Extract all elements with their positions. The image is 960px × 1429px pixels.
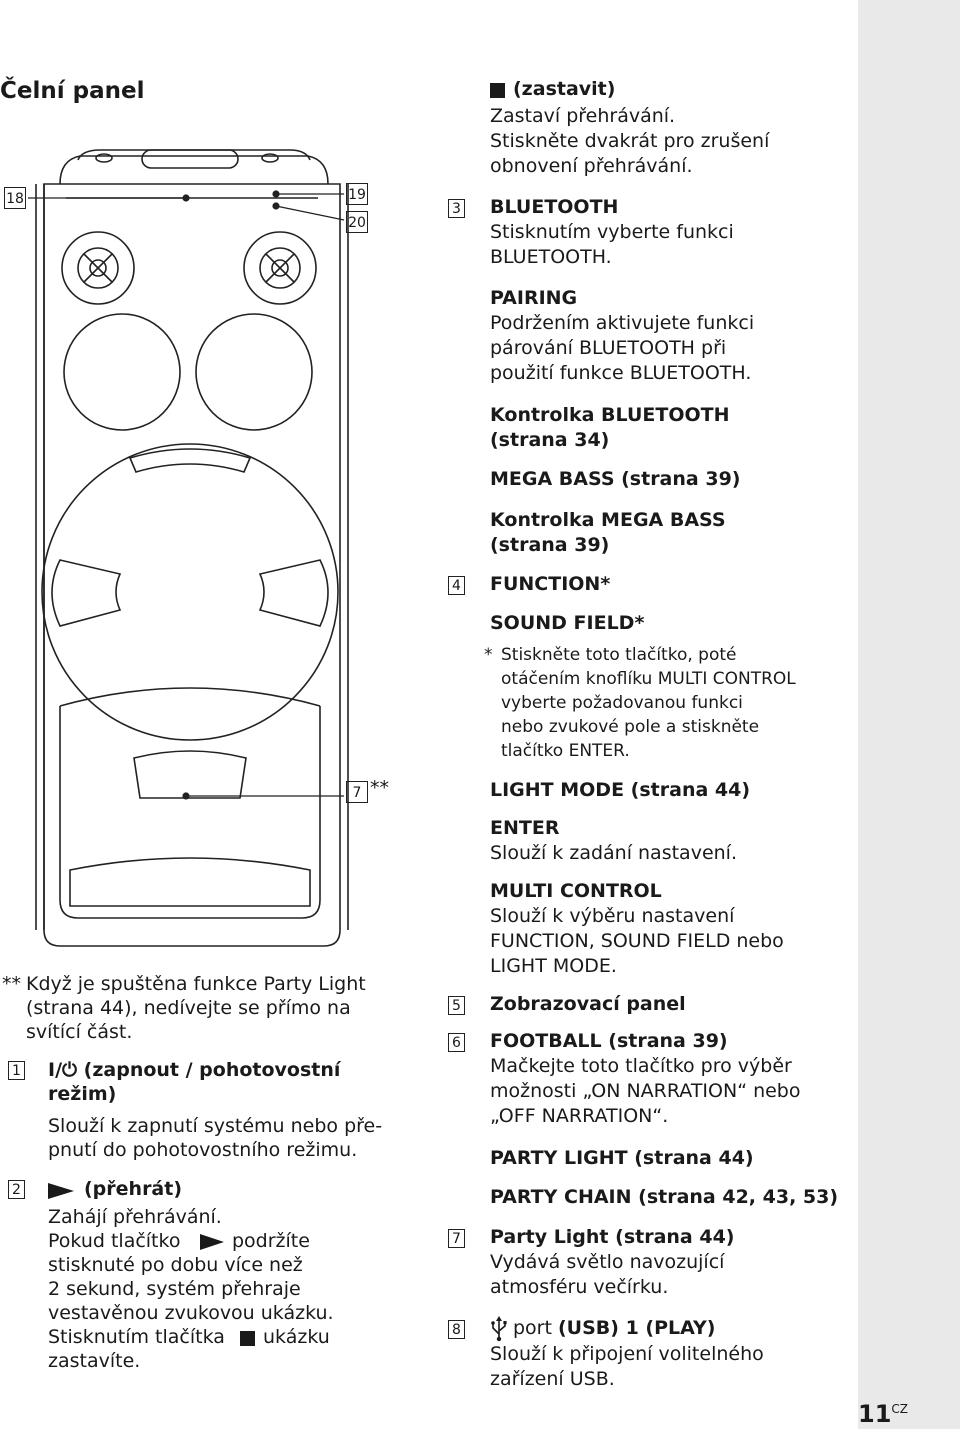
item-3-desc: BLUETOOTH.: [490, 246, 612, 268]
item-6-desc: možnosti „ON NARRATION“ nebo: [490, 1080, 801, 1102]
item-2-desc: vestavěnou zvukovou ukázku.: [48, 1302, 334, 1324]
bt-led: (strana 34): [490, 429, 610, 451]
item-3-number: 3: [448, 199, 465, 218]
callout-19: 19: [346, 183, 368, 205]
item-2-desc: zastavíte.: [48, 1350, 141, 1372]
footnote-mark: *: [484, 645, 493, 665]
footnote-line: Stiskněte toto tlačítko, poté: [501, 645, 737, 665]
page-number: [858, 1400, 908, 1428]
item-8-title: [513, 1316, 715, 1341]
item-3-title: BLUETOOTH: [490, 196, 619, 218]
usb-icon: [490, 1316, 508, 1342]
play-icon: [48, 1181, 74, 1201]
light-mode: LIGHT MODE (strana 44): [490, 779, 751, 801]
item-2-desc: Stisknutím tlačítka: [48, 1326, 225, 1348]
pairing-desc: párování BLUETOOTH při: [490, 337, 727, 359]
item-2-desc: Pokud tlačítko: [48, 1230, 181, 1252]
item-5-title: Zobrazovací panel: [490, 993, 686, 1015]
footnote-line: vyberte požadovanou funkci: [501, 693, 743, 713]
mega-led: (strana 39): [490, 534, 610, 556]
pairing-desc: Podržením aktivujete funkci: [490, 312, 755, 334]
item-3-desc: Stisknutím vyberte funkci: [490, 221, 734, 243]
item-2-desc: Zahájí přehrávání.: [48, 1206, 222, 1228]
stop-title: (zastavit): [513, 78, 616, 100]
callout-7: 7: [346, 781, 368, 803]
stop-icon: [490, 83, 505, 98]
item-2-desc: podržíte: [232, 1230, 310, 1252]
multi-desc: LIGHT MODE.: [490, 955, 617, 977]
item-1-title: I/⏻ (zapnout / pohotovostní: [48, 1059, 341, 1081]
footnote-line: tlačítko ENTER.: [501, 741, 630, 761]
item-6-desc: Mačkejte toto tlačítko pro výběr: [490, 1055, 792, 1077]
footnote-line: otáčením knoflíku MULTI CONTROL: [501, 669, 796, 689]
callout-7-mark: **: [370, 777, 389, 799]
party-light: PARTY LIGHT (strana 44): [490, 1147, 754, 1169]
side-tab: [858, 0, 960, 1429]
play-icon: [200, 1233, 224, 1251]
multi-title: MULTI CONTROL: [490, 880, 662, 902]
item-7-title: Party Light (strana 44): [490, 1226, 735, 1248]
page-suffix: CZ: [891, 1402, 909, 1416]
note-line: (strana 44), nedívejte se přímo na: [26, 997, 351, 1019]
item-1-title: režim): [48, 1083, 117, 1105]
callout-20: 20: [346, 211, 368, 233]
multi-desc: FUNCTION, SOUND FIELD nebo: [490, 930, 784, 952]
note-line: Když je spuštěna funkce Party Light: [26, 973, 366, 995]
item-4-number: 4: [448, 576, 465, 595]
stop-desc: obnovení přehrávání.: [490, 155, 693, 177]
mega-bass: MEGA BASS (strana 39): [490, 468, 741, 490]
item-7-desc: atmosféru večírku.: [490, 1276, 669, 1298]
party-chain: PARTY CHAIN (strana 42, 43, 53): [490, 1186, 839, 1208]
mega-led: Kontrolka MEGA BASS: [490, 509, 726, 531]
item-7-number: 7: [448, 1229, 465, 1248]
pairing-title: PAIRING: [490, 287, 578, 309]
item-1-desc: pnutí do pohotovostního režimu.: [48, 1139, 358, 1161]
callout-18: 18: [4, 187, 26, 209]
page-number-value: 11: [858, 1400, 892, 1428]
note-line: svítící část.: [26, 1021, 133, 1043]
speaker-illustration: [0, 140, 400, 970]
enter-title: ENTER: [490, 817, 560, 839]
item-6-title: FOOTBALL (strana 39): [490, 1030, 728, 1052]
item-1-desc: Slouží k zapnutí systému nebo pře-: [48, 1115, 383, 1137]
item-2-title: (přehrát): [84, 1178, 183, 1200]
footnote-line: nebo zvukové pole a stiskněte: [501, 717, 760, 737]
item-6-number: 6: [448, 1033, 465, 1052]
item-2-desc: ukázku: [263, 1326, 330, 1348]
item-5-number: 5: [448, 996, 465, 1015]
note-mark: **: [2, 973, 21, 995]
item-8-number: 8: [448, 1320, 465, 1339]
item-2-desc: 2 sekund, systém přehraje: [48, 1278, 301, 1300]
item-1-number: 1: [8, 1061, 25, 1080]
item-8-desc: zařízení USB.: [490, 1368, 615, 1390]
stop-desc: Zastaví přehrávání.: [490, 105, 676, 127]
stop-icon: [240, 1331, 255, 1346]
item-8-title-pre: port: [513, 1317, 552, 1339]
item-2-number: 2: [8, 1180, 25, 1199]
item-2-desc: stisknuté po dobu více než: [48, 1254, 303, 1276]
item-6-desc: „OFF NARRATION“.: [490, 1105, 669, 1127]
item-8-title-bold: (USB) 1 (PLAY): [558, 1317, 716, 1339]
page-title: Čelní panel: [0, 78, 145, 104]
bt-led: Kontrolka BLUETOOTH: [490, 404, 730, 426]
item-4-title: FUNCTION*: [490, 573, 611, 595]
stop-desc: Stiskněte dvakrát pro zrušení: [490, 130, 770, 152]
enter-desc: Slouží k zadání nastavení.: [490, 842, 737, 864]
sound-field: SOUND FIELD*: [490, 612, 645, 634]
item-8-desc: Slouží k připojení volitelného: [490, 1343, 764, 1365]
multi-desc: Slouží k výběru nastavení: [490, 905, 735, 927]
pairing-desc: použití funkce BLUETOOTH.: [490, 362, 752, 384]
item-7-desc: Vydává světlo navozující: [490, 1251, 725, 1273]
